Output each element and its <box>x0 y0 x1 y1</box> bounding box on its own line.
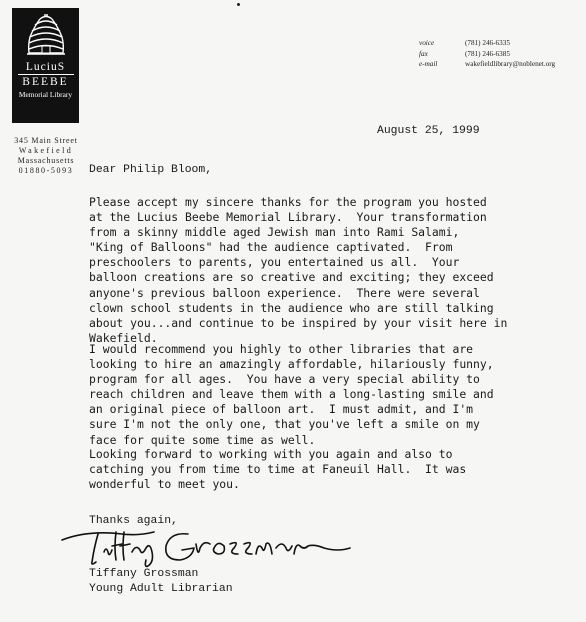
signature-name: Tiffany Grossman <box>89 568 199 580</box>
library-logo <box>12 8 79 123</box>
address-city: Wakefield <box>18 146 74 155</box>
contact-fax <box>419 49 555 60</box>
letter-paragraph-1: Please accept my sincere thanks for the program you hosted at the Lucius Beebe Memorial Library. Your transformation from a skinny middle aged Jewish man into Rami Salami, "King of Balloons" had the audience captivated. From preschoolers to parents, you entertained us all. Your balloon creations are so creative and exciting; they exceed anyone's previous balloon experience. There were several clown school students in the audience who are still talking about you...and continue to be inspired by your visit here in Wakefield. <box>89 195 508 345</box>
contact-email-label: e-mail <box>419 60 438 69</box>
library-address <box>10 136 82 176</box>
letter-paragraph-2: I would recommend you highly to other libraries that are looking to hire an amazingly affordable, hilariously funny, program for all ages. You have a very special ability to reach children and leave them with a long-lasting smile and an original piece of balloon art. I must admit, and I'm sure I'm not the only one, that you've left a smile on my face for quite some time as well. <box>89 342 494 447</box>
contact-voice-label: voice <box>419 39 435 47</box>
letter-salutation: Dear Philip Bloom, <box>89 164 213 176</box>
paper-speck <box>237 3 240 6</box>
address-state: Massachusetts <box>17 156 75 165</box>
contact-email-value: wakefieldlibrary@noblenet.org <box>465 60 556 69</box>
contact-fax-value: (781) 246-6385 <box>465 49 510 58</box>
address-street: 345 Main Street <box>14 136 78 145</box>
logo-rule <box>18 74 74 75</box>
letter-date: August 25, 1999 <box>377 125 480 137</box>
signature-title: Young Adult Librarian <box>89 583 233 595</box>
logo-name-line3: Memorial Library <box>18 90 73 99</box>
logo-name-line1: LuciuS <box>25 61 66 73</box>
letter-closing: Thanks again, <box>89 515 178 527</box>
address-zip: 01880-5093 <box>18 166 74 175</box>
beehive-icon <box>24 13 68 57</box>
letter-paragraph-3: Looking forward to working with you again and also to catching you from time to time at Faneuil Hall. It was wonderful to meet you. <box>89 447 467 492</box>
contact-voice <box>419 38 555 49</box>
handwritten-signature <box>58 522 358 568</box>
library-contact <box>419 38 555 70</box>
contact-email <box>419 59 555 70</box>
contact-fax-label: fax <box>419 49 428 58</box>
logo-name-line2: BEEBE <box>22 76 69 88</box>
contact-voice-value: (781) 246-6335 <box>465 39 510 47</box>
